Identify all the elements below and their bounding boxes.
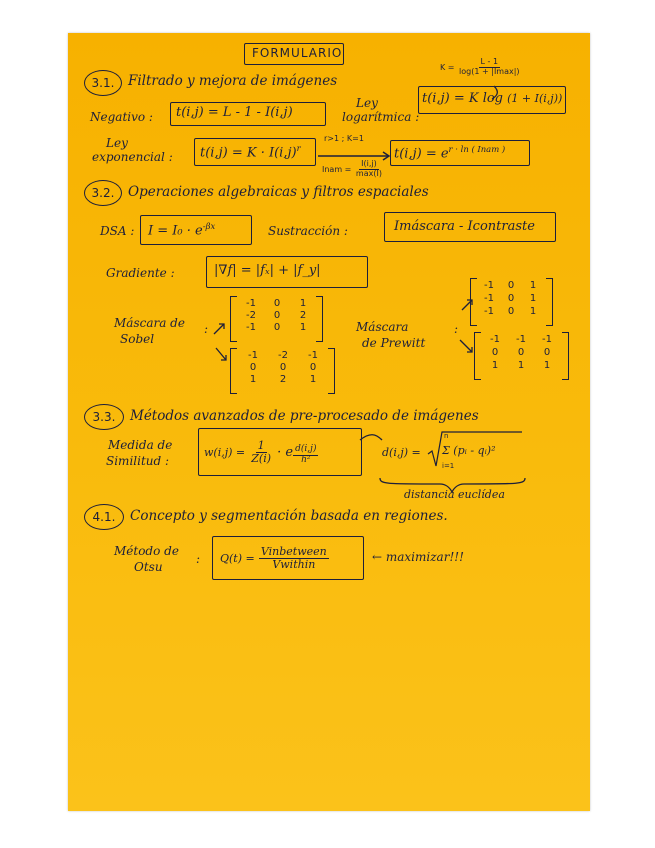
matrix-cell: 0 [309,362,317,373]
medida-label-2: Similitud : [106,454,170,468]
otsu-label-1: Método de [114,544,179,558]
matrix-cell: 0 [273,322,281,333]
matrix-cell: -1 [484,293,494,304]
matrix-cell: 1 [529,293,537,304]
matrix-cell: -1 [246,298,256,309]
gradiente-label: Gradiente : [106,266,175,280]
matrix-cell: 0 [517,347,525,358]
similitud-formula: w(i,j) = $\frac{1}{Z(i)}$ · e $^{\frac{d(i,j)}{\text{h²}}}$ [204,439,317,466]
matrix-cell: -1 [490,334,500,345]
matrix-cell: 1 [529,306,537,317]
matrix-cell: -1 [308,350,318,361]
euclidean-caption: distancia euclídea [404,488,505,501]
exp-condition: r>1 ; K=1 [324,134,364,143]
prewitt-colon: : [454,322,459,336]
section-number-3-1: 3.1. [84,70,122,96]
sobel-1-bracket-left [230,296,237,342]
sobel-1-bracket-right [316,296,323,342]
matrix-cell: 1 [529,280,537,291]
exp2-formula: $t(i,j) = e^{r \cdot ln ( Inam )}$ [394,144,506,162]
otsu-formula: Q(t) = $\frac{\text{Vinbetween}}{\text{Vwithin}}$ [220,545,327,572]
sum-lower: i=1 [442,462,455,470]
prewitt-label-1: Máscara [356,320,409,334]
matrix-cell: -1 [246,322,256,333]
otsu-label-2: Otsu [134,560,163,574]
matrix-cell: 2 [279,374,287,385]
inam-definition: Inam = $\frac{I(i,j)}{\max(I)}$ [322,159,382,178]
matrix-cell: 0 [279,362,287,373]
ley-exp-label-2: exponencial : [92,150,173,164]
dsa-label: DSA : [100,224,135,238]
sustraccion-label: Sustracción : [268,224,348,238]
sobel-x-matrix [238,298,316,333]
ley-log-label-1: Ley [356,96,378,110]
distance-sum: Σ (pᵢ - qᵢ)² [442,444,496,457]
matrix-cell: 0 [249,362,257,373]
sobel-label-2: Sobel [120,332,155,346]
matrix-cell: 0 [507,306,515,317]
page-title: FORMULARIO [252,46,343,60]
matrix-cell: 0 [507,293,515,304]
section-heading-4-1: Concepto y segmentación basada en regiones. [130,508,448,524]
sobel-2-bracket-left [230,348,237,394]
prewitt-y-matrix [482,334,560,371]
negativo-label: Negativo : [90,110,153,124]
distance-lhs: d(i,j) = [382,446,421,459]
matrix-cell: 2 [299,310,307,321]
section-heading-3-1: Filtrado y mejora de imágenes [128,73,338,89]
matrix-cell: 0 [273,310,281,321]
matrix-cell: 0 [273,298,281,309]
sobel-y-matrix [238,350,328,385]
matrix-cell: 1 [517,360,525,371]
section-number-3-2: 3.2. [84,180,122,206]
matrix-cell: -2 [278,350,288,361]
sum-upper: n [444,432,449,440]
matrix-cell: -2 [246,310,256,321]
sobel-label-1: Máscara de [114,316,185,330]
dsa-formula: $I = I_0 \cdot e^{-\beta x}$ [148,221,216,239]
section-number-4-1: 4.1. [84,504,124,530]
otsu-colon: : [196,552,201,566]
sobel-colon: : [204,322,209,336]
prewitt-x-matrix [478,280,544,317]
prewitt-2-bracket-left [474,332,481,380]
matrix-cell: 1 [543,360,551,371]
section-heading-3-2: Operaciones algebraicas y filtros espaciales [128,184,429,200]
section-number-3-3: 3.3. [84,404,124,430]
sustraccion-formula: Imáscara - Icontraste [394,219,535,234]
otsu-note: ← maximizar!!! [372,550,464,564]
ley-exp-label-1: Ley [106,136,128,150]
matrix-cell: -1 [484,306,494,317]
prewitt-2-bracket-right [562,332,569,380]
matrix-cell: 1 [491,360,499,371]
prewitt-label-2: de Prewitt [362,336,426,350]
matrix-cell: 1 [299,298,307,309]
medida-label-1: Medida de [108,438,173,452]
prewitt-1-bracket-left [470,278,477,326]
matrix-cell: 1 [309,374,317,385]
negativo-formula: t(i,j) = L - 1 - I(i,j) [176,105,293,120]
k-definition: K = $\frac{L - 1}{\log(1 + |Imax|)}$ [440,57,520,76]
matrix-cell: 0 [491,347,499,358]
matrix-cell: -1 [484,280,494,291]
matrix-cell: -1 [516,334,526,345]
gradiente-formula: |∇f| = |fₓ| + |f_y| [214,263,321,278]
prewitt-1-bracket-right [546,278,553,326]
matrix-cell: 1 [249,374,257,385]
matrix-cell: -1 [248,350,258,361]
ley-log-label-2: logarítmica : [342,110,420,124]
log-formula: t(i,j) = K log (1 + I(i,j)) [422,91,563,106]
section-heading-3-3: Métodos avanzados de pre-procesado de imágenes [130,408,479,424]
matrix-cell: -1 [542,334,552,345]
sobel-2-bracket-right [328,348,335,394]
matrix-cell: 1 [299,322,307,333]
matrix-cell: 0 [507,280,515,291]
matrix-cell: 0 [543,347,551,358]
exp-formula: $t(i,j) = K \cdot I(i,j)^r$ [200,143,301,161]
